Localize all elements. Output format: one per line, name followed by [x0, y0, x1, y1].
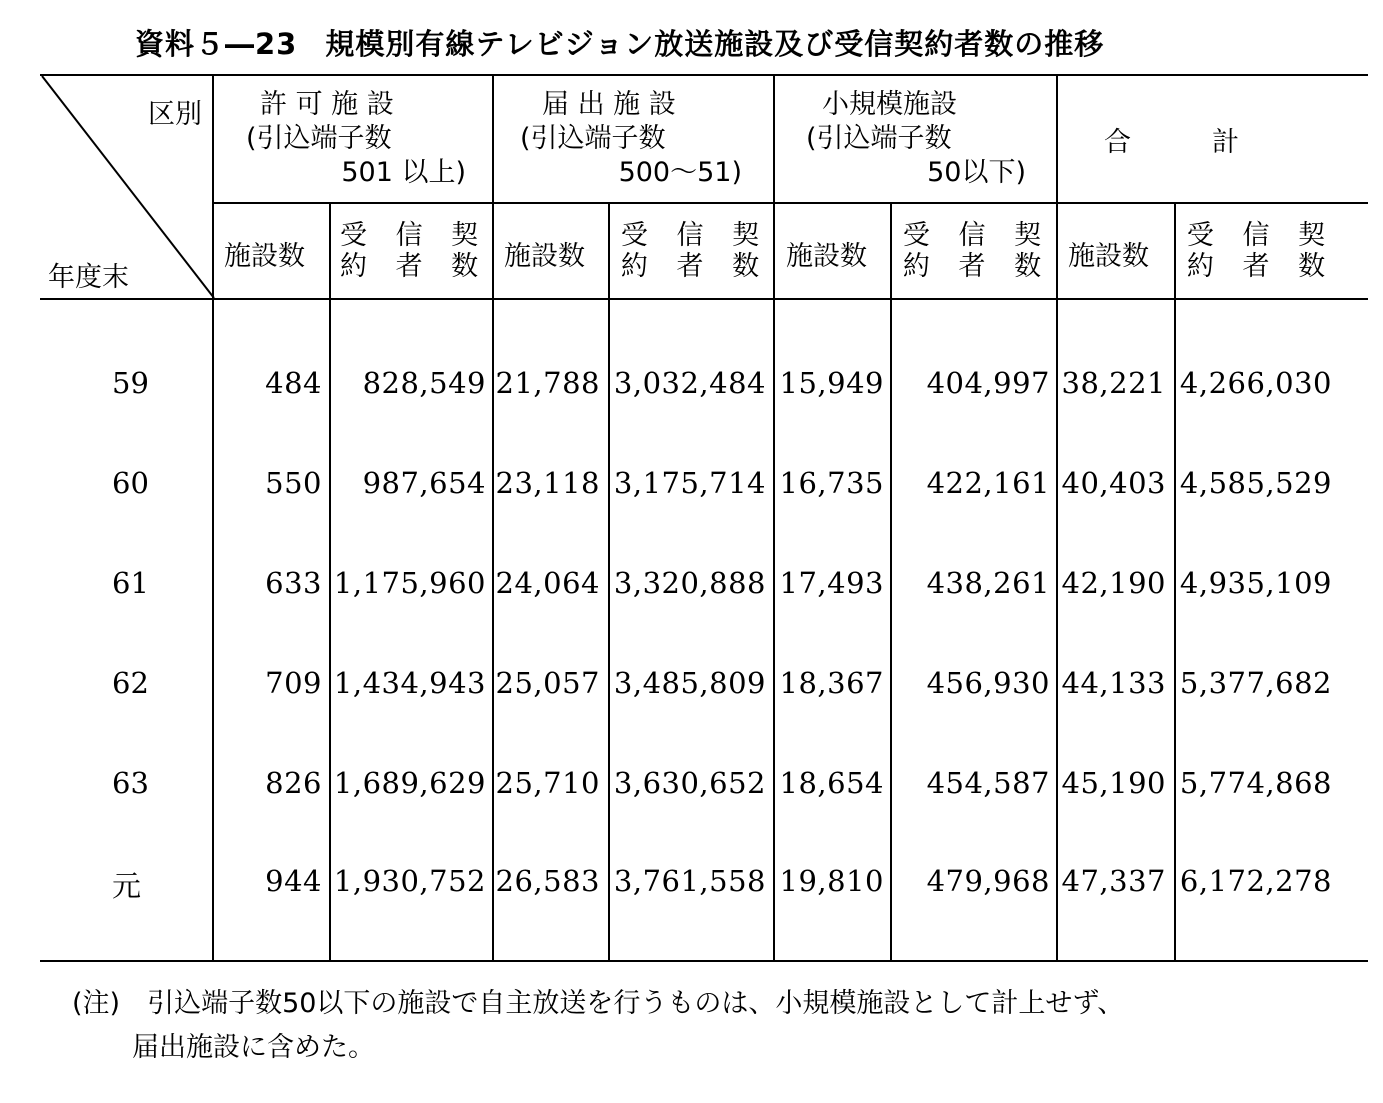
- group-header-rule: [212, 202, 1368, 204]
- value-cell: 826: [265, 766, 322, 800]
- year-cell: 元: [112, 869, 142, 903]
- sub-header-contracts-line2: 約 者 数: [1186, 251, 1336, 282]
- value-cell: 1,930,752: [333, 864, 486, 898]
- value-cell: 944: [265, 864, 322, 898]
- value-cell: 454,587: [926, 766, 1050, 800]
- value-cell: 18,654: [779, 766, 884, 800]
- value-cell: 17,493: [779, 566, 884, 600]
- value-cell: 438,261: [926, 566, 1050, 600]
- value-cell: 3,320,888: [613, 566, 766, 600]
- col-rule-1: [329, 202, 331, 962]
- value-cell: 1,689,629: [333, 766, 486, 800]
- value-cell: 3,032,484: [613, 366, 766, 400]
- year-cell: 63: [112, 766, 149, 800]
- value-cell: 4,266,030: [1179, 366, 1332, 400]
- col-rule-3: [608, 202, 610, 962]
- footnote-line1: (注) 引込端子数50以下の施設で自主放送を行うものは、小規模施設として計上せず、: [72, 988, 1125, 1019]
- year-cell: 62: [112, 666, 149, 700]
- group-header-licensed: [246, 88, 466, 190]
- year-cell: 60: [112, 466, 149, 500]
- group-line3: 500～51): [618, 157, 742, 188]
- value-cell: 404,997: [926, 366, 1050, 400]
- value-cell: 26,583: [495, 864, 600, 898]
- group-name: 届 出 施 設: [542, 89, 676, 120]
- value-cell: 6,172,278: [1179, 864, 1332, 898]
- value-cell: 25,710: [495, 766, 600, 800]
- value-cell: 23,118: [495, 466, 600, 500]
- group-name: 小規模施設: [822, 89, 957, 120]
- footnote-line2: 届出施設に含めた。: [132, 1032, 375, 1063]
- value-cell: 4,585,529: [1179, 466, 1332, 500]
- value-cell: 19,810: [779, 864, 884, 898]
- value-cell: 550: [265, 466, 322, 500]
- group-name: 許 可 施 設: [260, 89, 394, 120]
- col-rule-4: [773, 74, 775, 962]
- col-rule-2: [492, 74, 494, 962]
- value-cell: 16,735: [779, 466, 884, 500]
- sub-header-facilities: 施設数: [786, 241, 867, 272]
- sub-header-contracts-line1: 受 信 契: [902, 220, 1052, 251]
- value-cell: 15,949: [779, 366, 884, 400]
- value-cell: 24,064: [495, 566, 600, 600]
- corner-category-label: 区別: [148, 99, 202, 130]
- value-cell: 484: [265, 366, 322, 400]
- group-line2: (引込端子数: [520, 123, 666, 154]
- sub-header-contracts: [1186, 220, 1336, 282]
- sub-header-facilities: 施設数: [1068, 241, 1149, 272]
- year-cell: 61: [112, 566, 149, 600]
- sub-header-contracts-line1: 受 信 契: [1186, 220, 1336, 251]
- value-cell: 38,221: [1061, 366, 1166, 400]
- value-cell: 40,403: [1061, 466, 1166, 500]
- footnote: [72, 982, 1124, 1070]
- value-cell: 3,630,652: [613, 766, 766, 800]
- value-cell: 3,485,809: [613, 666, 766, 700]
- header-bottom-rule: [40, 298, 1368, 300]
- sub-header-contracts: [902, 220, 1052, 282]
- sub-header-facilities: 施設数: [504, 241, 585, 272]
- sub-header-contracts: [340, 220, 488, 282]
- table-bottom-rule: [40, 960, 1368, 962]
- value-cell: 3,761,558: [613, 864, 766, 898]
- value-cell: 25,057: [495, 666, 600, 700]
- value-cell: 633: [265, 566, 322, 600]
- col-rule-5: [890, 202, 892, 962]
- year-cell: 59: [112, 366, 149, 400]
- sub-header-facilities: 施設数: [224, 241, 305, 272]
- value-cell: 4,935,109: [1179, 566, 1332, 600]
- group-line2: (引込端子数: [806, 123, 952, 154]
- value-cell: 3,175,714: [613, 466, 766, 500]
- value-cell: 987,654: [362, 466, 486, 500]
- title-text: 規模別有線テレビジョン放送施設及び受信契約者数の推移: [325, 27, 1105, 61]
- col-rule-6: [1056, 74, 1058, 962]
- value-cell: 5,377,682: [1179, 666, 1332, 700]
- group-header-small: [806, 88, 1026, 190]
- sub-header-contracts-line2: 約 者 数: [620, 251, 770, 282]
- sub-header-contracts-line2: 約 者 数: [340, 251, 489, 282]
- value-cell: 709: [265, 666, 322, 700]
- value-cell: 1,434,943: [333, 666, 486, 700]
- col-rule-0: [212, 74, 214, 962]
- value-cell: 456,930: [926, 666, 1050, 700]
- value-cell: 18,367: [779, 666, 884, 700]
- group-line2: (引込端子数: [246, 123, 392, 154]
- group-line3: 50以下): [927, 157, 1026, 188]
- value-cell: 47,337: [1061, 864, 1166, 898]
- value-cell: 5,774,868: [1179, 766, 1332, 800]
- group-line3: 501 以上): [341, 157, 466, 188]
- sub-header-contracts-line1: 受 信 契: [620, 220, 770, 251]
- sub-header-contracts-line1: 受 信 契: [340, 220, 489, 251]
- value-cell: 42,190: [1061, 566, 1166, 600]
- corner-year-label: 年度末: [48, 262, 129, 293]
- group-header-total: 合 計: [1104, 127, 1239, 158]
- value-cell: 828,549: [362, 366, 486, 400]
- col-rule-7: [1174, 202, 1176, 962]
- value-cell: 21,788: [495, 366, 600, 400]
- value-cell: 45,190: [1061, 766, 1166, 800]
- value-cell: 422,161: [926, 466, 1050, 500]
- value-cell: 479,968: [926, 864, 1050, 898]
- table-top-rule: [40, 74, 1368, 76]
- value-cell: 44,133: [1061, 666, 1166, 700]
- group-header-notified: [520, 88, 742, 190]
- value-cell: 1,175,960: [333, 566, 486, 600]
- sub-header-contracts: [620, 220, 770, 282]
- title-label: 資料５―23: [135, 27, 298, 61]
- sub-header-contracts-line2: 約 者 数: [902, 251, 1052, 282]
